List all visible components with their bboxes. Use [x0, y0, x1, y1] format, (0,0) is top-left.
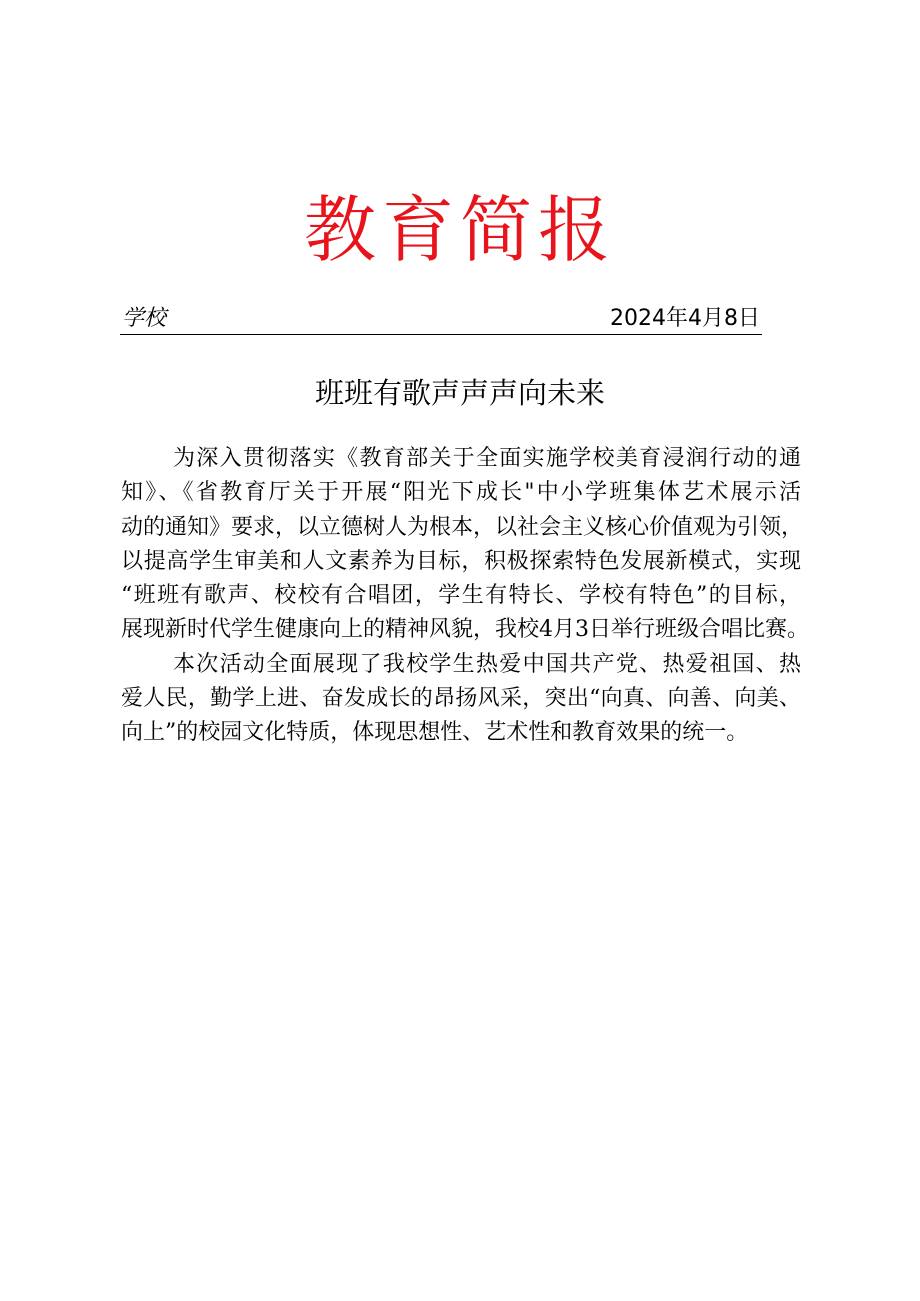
article-body: [121, 442, 809, 751]
paragraph-line: 知》、《省教育厅关于开展“阳光下成长"中小学班集体艺术展示活: [121, 480, 801, 506]
issue-date: 2024年4月8日: [610, 306, 760, 331]
meta-row: [120, 304, 762, 335]
masthead-title: 教育简报: [303, 188, 616, 272]
paragraph-line: “班班有歌声、校校有合唱团，学生有特长、学校有特色”的目标，: [121, 583, 801, 609]
school-label: 学校: [122, 306, 167, 331]
paragraph-line: 展现新时代学生健康向上的精神风貌，我校4月3日举行班级合唱比赛。: [121, 617, 809, 643]
paragraph-line: 为深入贯彻落实《教育部关于全面实施学校美育浸润行动的通: [173, 446, 801, 471]
article-headline: 班班有歌声声声向未来: [314, 376, 605, 410]
paragraph-line: 动的通知》要求，以立德树人为根本，以社会主义核心价值观为引领，: [121, 514, 804, 540]
paragraph-2: [121, 648, 801, 751]
paragraph-line: 以提高学生审美和人文素养为目标，积极探索特色发展新模式，实现: [121, 548, 801, 574]
paragraph-line: 本次活动全面展现了我校学生热爱中国共产党、热爱祖国、热: [173, 651, 801, 677]
paragraph-line: 爱人民，勤学上进、奋发成长的昂扬风采，突出“向真、向善、向美、: [121, 686, 801, 712]
paragraph-line: 向上”的校园文化特质，体现思想性、艺术性和教育效果的统一。: [121, 720, 749, 746]
paragraph-1: [121, 442, 809, 648]
